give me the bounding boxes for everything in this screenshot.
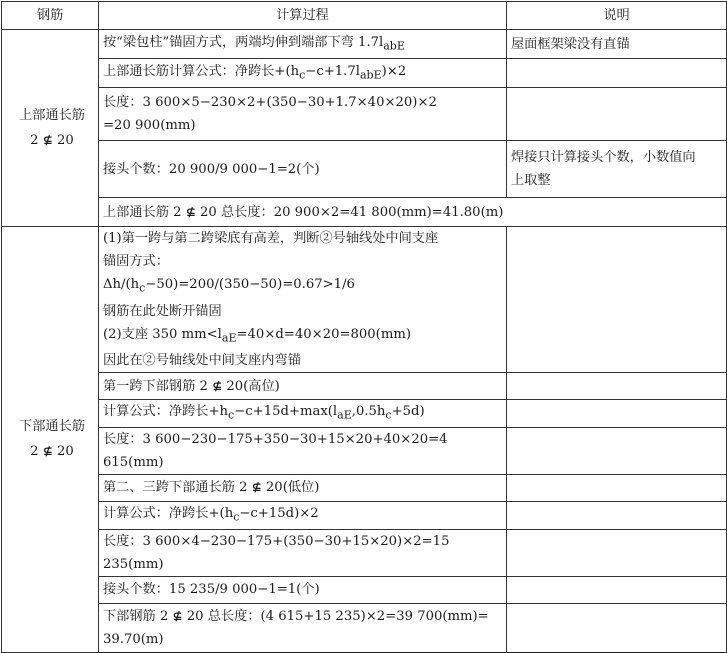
calc-total-cell: 上部通长筋 2 ⊈ 20 总长度：20 900×2=41 800(mm)=41.80(m) (99, 198, 727, 227)
calc-cell: 计算公式：净跨长$+(h_c-c+15d)\times 2$ (99, 501, 507, 529)
rebar-grade-symbol-icon: ⊈ (42, 444, 53, 459)
calc-cell: 长度：3 600−230−175+350−30+15×20+40×20=4 615(mm) (99, 427, 507, 474)
top-group-label-cell (2, 30, 99, 227)
table-row (2, 400, 727, 428)
calc-cell: 第二、三跨下部通长筋 2 ⊈ 20(低位) (99, 474, 507, 501)
note-cell (507, 501, 727, 529)
header-notes: 说明 (507, 2, 727, 30)
table-row (2, 88, 727, 141)
table-row (2, 30, 727, 59)
calc-cell: 接头个数：20 900/9 000−1=2(个) (99, 141, 507, 198)
table-row (2, 227, 727, 373)
calc-cell: 长度：3 600×4−230−175+(350−30+15×20)×2=15 235(mm) (99, 529, 507, 576)
calc-cell: 接头个数：15 235/9 000−1=1(个) (99, 576, 507, 603)
top-group-label: 上部通长筋 (19, 108, 85, 123)
calc-cell: 下部钢筋 2 ⊈ 20 总长度：(4 615+15 235)×2=39 700(mm)= 39.70(m) (99, 603, 507, 652)
bottom-group-label-cell (2, 227, 99, 653)
note-cell (507, 373, 727, 400)
note-cell (507, 227, 727, 373)
table-row (2, 576, 727, 603)
bottom-group-spec: 2 ⊈ 20 (30, 444, 74, 460)
calc-cell: 长度：3 600×5−230×2+(350−30+1.7×40×20)×2 =20 900(mm) (99, 88, 507, 141)
calc-cell: 上部通长筋计算公式：净跨长$+(h_c-c+1.7l_{abE})\times 2$ (99, 59, 507, 88)
note-cell (507, 400, 727, 428)
table-row (2, 603, 727, 652)
rebar-calculation-page (1, 1, 726, 647)
note-cell: 屋面框架梁没有直锚 (507, 30, 727, 59)
table-row (2, 373, 727, 400)
rebar-grade-symbol-icon: ⊈ (212, 378, 223, 393)
note-cell (507, 88, 727, 141)
rebar-grade-symbol-icon: ⊈ (185, 204, 196, 219)
top-group-spec: 2 ⊈ 20 (30, 133, 74, 148)
note-cell (507, 474, 727, 501)
rebar-calculation-table (1, 1, 727, 653)
calc-cell: 计算公式：净跨长$+h_c-c+15d+\max(l_{aE},0.5h_c+5d)$ (99, 400, 507, 428)
table-row (2, 59, 727, 88)
calc-cell: 第一跨下部钢筋 2 ⊈ 20(高位) (99, 373, 507, 400)
table-row (2, 427, 727, 474)
calc-cell: 按“梁包柱”锚固方式，两端均伸到端部下弯 $1.7l_{abE}$ (99, 30, 507, 59)
table-row (2, 141, 727, 198)
bottom-group-label: 下部通长筋 (19, 419, 85, 435)
table-row (2, 198, 727, 227)
note-cell (507, 427, 727, 474)
table-row (2, 474, 727, 501)
table-row (2, 529, 727, 576)
rebar-grade-symbol-icon: ⊈ (172, 608, 183, 623)
table-header-row (2, 2, 727, 30)
note-cell (507, 603, 727, 652)
note-cell (507, 529, 727, 576)
rebar-grade-symbol-icon: ⊈ (42, 133, 53, 147)
note-cell (507, 576, 727, 603)
table-row (2, 501, 727, 529)
note-cell: 焊接只计算接头个数，小数值向 上取整 (507, 141, 727, 198)
note-cell (507, 59, 727, 88)
rebar-grade-symbol-icon: ⊈ (251, 480, 262, 495)
header-rebar: 钢筋 (2, 2, 99, 30)
calc-cell: (1)第一跨与第二跨梁底有高差，判断②号轴线处中间支座 锚固方式： $\Delta h/(h_c-50)=200/(350-50)=0.67>1/6$ 钢筋在此处断开锚固 (2)支座 350 $mm<l_{aE}=40\times d=40\times 20=800(mm)$ 因此在②号轴线处中间支座内弯锚 (99, 227, 507, 373)
header-calculation-process: 计算过程 (99, 2, 507, 30)
